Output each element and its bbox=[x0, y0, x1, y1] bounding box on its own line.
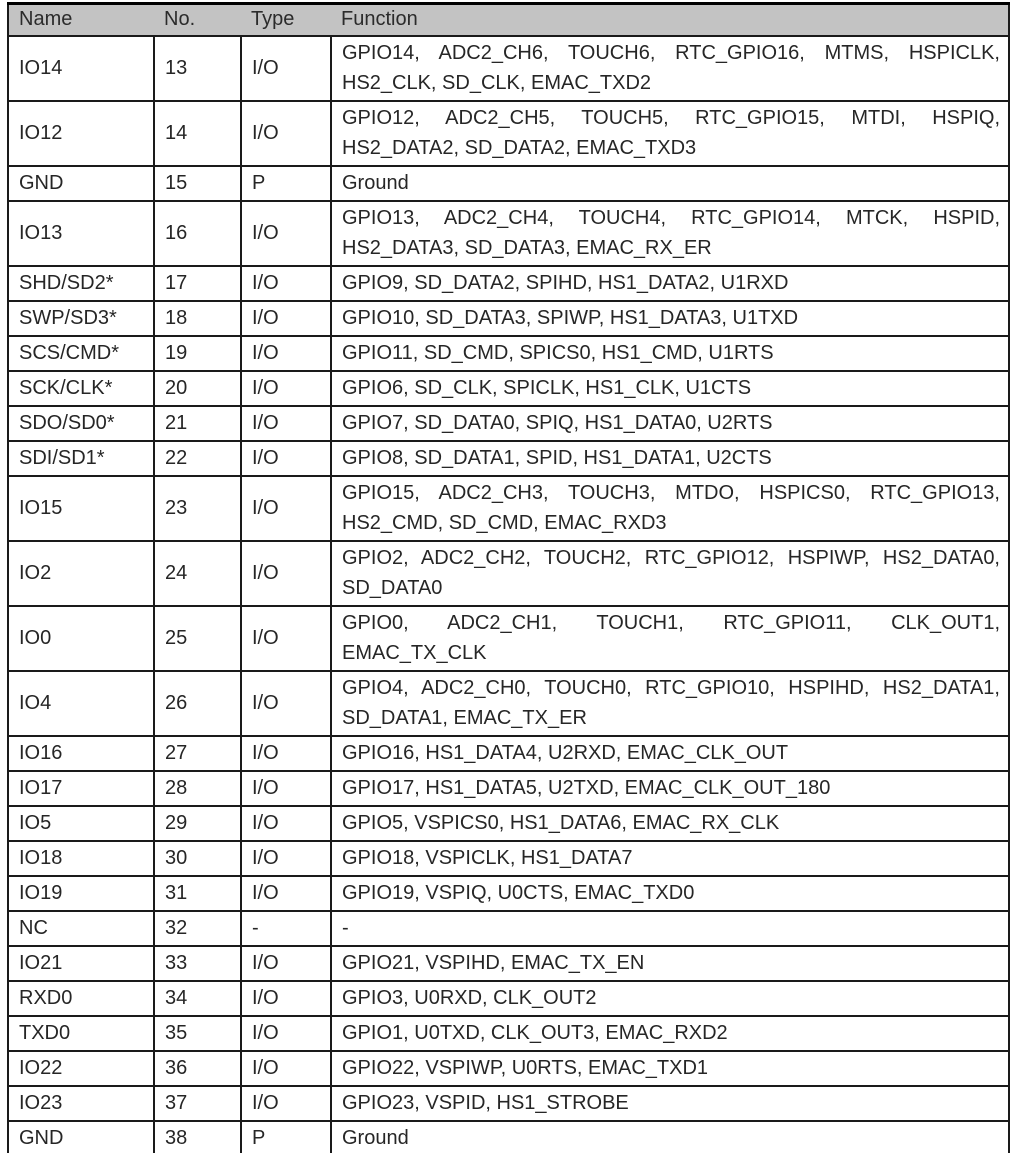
pin-type-cell: I/O bbox=[241, 771, 331, 806]
pin-number-cell: 29 bbox=[154, 806, 241, 841]
pin-function-cell: GPIO18, VSPICLK, HS1_DATA7 bbox=[331, 841, 1009, 876]
pin-name-cell: SWP/SD3* bbox=[8, 301, 154, 336]
pin-function-cell: GPIO19, VSPIQ, U0CTS, EMAC_TXD0 bbox=[331, 876, 1009, 911]
table-row bbox=[8, 981, 1009, 1016]
pin-function-cell: GPIO14, ADC2_CH6, TOUCH6, RTC_GPIO16, MTMS, HSPICLK, HS2_CLK, SD_CLK, EMAC_TXD2 bbox=[331, 36, 1009, 101]
pin-name-cell: IO0 bbox=[8, 606, 154, 671]
pin-name-cell: SDO/SD0* bbox=[8, 406, 154, 441]
pin-type-cell: I/O bbox=[241, 946, 331, 981]
pin-number-cell: 32 bbox=[154, 911, 241, 946]
pin-number-cell: 17 bbox=[154, 266, 241, 301]
pin-type-cell: I/O bbox=[241, 876, 331, 911]
pin-type-cell: I/O bbox=[241, 981, 331, 1016]
table-header-row bbox=[8, 4, 1009, 36]
pin-function-cell: GPIO8, SD_DATA1, SPID, HS1_DATA1, U2CTS bbox=[331, 441, 1009, 476]
pin-number-cell: 28 bbox=[154, 771, 241, 806]
table-row bbox=[8, 876, 1009, 911]
table-row bbox=[8, 301, 1009, 336]
pin-name-cell: IO2 bbox=[8, 541, 154, 606]
table-row bbox=[8, 1086, 1009, 1121]
pin-type-cell: I/O bbox=[241, 406, 331, 441]
table-row bbox=[8, 1051, 1009, 1086]
pin-function-cell: GPIO6, SD_CLK, SPICLK, HS1_CLK, U1CTS bbox=[331, 371, 1009, 406]
table-row bbox=[8, 406, 1009, 441]
pin-type-cell: P bbox=[241, 1121, 331, 1153]
pin-type-cell: I/O bbox=[241, 541, 331, 606]
pin-function-cell: GPIO5, VSPICS0, HS1_DATA6, EMAC_RX_CLK bbox=[331, 806, 1009, 841]
pin-name-cell: IO23 bbox=[8, 1086, 154, 1121]
pin-function-table bbox=[7, 2, 1010, 1153]
pin-type-cell: P bbox=[241, 166, 331, 201]
pin-function-cell: GPIO0, ADC2_CH1, TOUCH1, RTC_GPIO11, CLK_OUT1, EMAC_TX_CLK bbox=[331, 606, 1009, 671]
table-row bbox=[8, 671, 1009, 736]
pin-type-cell: I/O bbox=[241, 201, 331, 266]
pin-function-cell: Ground bbox=[331, 166, 1009, 201]
pin-number-cell: 23 bbox=[154, 476, 241, 541]
pin-type-cell: I/O bbox=[241, 671, 331, 736]
pin-function-cell: GPIO23, VSPID, HS1_STROBE bbox=[331, 1086, 1009, 1121]
pin-name-cell: RXD0 bbox=[8, 981, 154, 1016]
pin-type-cell: I/O bbox=[241, 36, 331, 101]
pin-number-cell: 22 bbox=[154, 441, 241, 476]
pin-type-cell: I/O bbox=[241, 1016, 331, 1051]
pin-function-cell: GPIO21, VSPIHD, EMAC_TX_EN bbox=[331, 946, 1009, 981]
pin-type-cell: I/O bbox=[241, 841, 331, 876]
pin-number-cell: 36 bbox=[154, 1051, 241, 1086]
pin-number-cell: 38 bbox=[154, 1121, 241, 1153]
pin-number-cell: 16 bbox=[154, 201, 241, 266]
pin-type-cell: I/O bbox=[241, 806, 331, 841]
pin-type-cell: I/O bbox=[241, 736, 331, 771]
pin-number-cell: 37 bbox=[154, 1086, 241, 1121]
pin-number-cell: 19 bbox=[154, 336, 241, 371]
table-row bbox=[8, 911, 1009, 946]
pin-number-cell: 34 bbox=[154, 981, 241, 1016]
pin-name-cell: IO16 bbox=[8, 736, 154, 771]
pin-type-cell: I/O bbox=[241, 371, 331, 406]
pin-name-cell: IO21 bbox=[8, 946, 154, 981]
pin-number-cell: 18 bbox=[154, 301, 241, 336]
pin-number-cell: 21 bbox=[154, 406, 241, 441]
pin-type-cell: I/O bbox=[241, 301, 331, 336]
pin-name-cell: SHD/SD2* bbox=[8, 266, 154, 301]
pin-name-cell: SCK/CLK* bbox=[8, 371, 154, 406]
column-header-function: Function bbox=[331, 4, 1009, 36]
pin-number-cell: 20 bbox=[154, 371, 241, 406]
pin-function-cell: GPIO13, ADC2_CH4, TOUCH4, RTC_GPIO14, MTCK, HSPID, HS2_DATA3, SD_DATA3, EMAC_RX_ER bbox=[331, 201, 1009, 266]
table-row bbox=[8, 806, 1009, 841]
pin-number-cell: 25 bbox=[154, 606, 241, 671]
pin-number-cell: 26 bbox=[154, 671, 241, 736]
table-row bbox=[8, 1121, 1009, 1153]
table-row bbox=[8, 476, 1009, 541]
pin-number-cell: 13 bbox=[154, 36, 241, 101]
pin-type-cell: I/O bbox=[241, 1051, 331, 1086]
pin-name-cell: IO22 bbox=[8, 1051, 154, 1086]
pin-function-cell: GPIO22, VSPIWP, U0RTS, EMAC_TXD1 bbox=[331, 1051, 1009, 1086]
pin-name-cell: SCS/CMD* bbox=[8, 336, 154, 371]
pin-number-cell: 15 bbox=[154, 166, 241, 201]
pin-function-cell: GPIO3, U0RXD, CLK_OUT2 bbox=[331, 981, 1009, 1016]
pin-function-cell: GPIO15, ADC2_CH3, TOUCH3, MTDO, HSPICS0, RTC_GPIO13, HS2_CMD, SD_CMD, EMAC_RXD3 bbox=[331, 476, 1009, 541]
pin-number-cell: 33 bbox=[154, 946, 241, 981]
pin-type-cell: I/O bbox=[241, 101, 331, 166]
pin-name-cell: SDI/SD1* bbox=[8, 441, 154, 476]
table-row bbox=[8, 266, 1009, 301]
pin-name-cell: IO19 bbox=[8, 876, 154, 911]
pin-name-cell: TXD0 bbox=[8, 1016, 154, 1051]
table-row bbox=[8, 771, 1009, 806]
pin-type-cell: I/O bbox=[241, 336, 331, 371]
pin-function-cell: GPIO11, SD_CMD, SPICS0, HS1_CMD, U1RTS bbox=[331, 336, 1009, 371]
pin-number-cell: 24 bbox=[154, 541, 241, 606]
pin-name-cell: IO12 bbox=[8, 101, 154, 166]
pin-name-cell: IO17 bbox=[8, 771, 154, 806]
pin-name-cell: IO14 bbox=[8, 36, 154, 101]
table-row bbox=[8, 841, 1009, 876]
pin-name-cell: GND bbox=[8, 166, 154, 201]
pin-function-cell: GPIO17, HS1_DATA5, U2TXD, EMAC_CLK_OUT_180 bbox=[331, 771, 1009, 806]
column-header-name: Name bbox=[8, 4, 154, 36]
table-row bbox=[8, 736, 1009, 771]
pin-function-cell: GPIO12, ADC2_CH5, TOUCH5, RTC_GPIO15, MTDI, HSPIQ, HS2_DATA2, SD_DATA2, EMAC_TXD3 bbox=[331, 101, 1009, 166]
pin-function-cell: GPIO1, U0TXD, CLK_OUT3, EMAC_RXD2 bbox=[331, 1016, 1009, 1051]
pin-function-cell: GPIO2, ADC2_CH2, TOUCH2, RTC_GPIO12, HSPIWP, HS2_DATA0, SD_DATA0 bbox=[331, 541, 1009, 606]
pin-type-cell: I/O bbox=[241, 606, 331, 671]
table-row bbox=[8, 36, 1009, 101]
pin-function-cell: GPIO4, ADC2_CH0, TOUCH0, RTC_GPIO10, HSPIHD, HS2_DATA1, SD_DATA1, EMAC_TX_ER bbox=[331, 671, 1009, 736]
pin-function-cell: GPIO9, SD_DATA2, SPIHD, HS1_DATA2, U1RXD bbox=[331, 266, 1009, 301]
pin-function-cell: GPIO10, SD_DATA3, SPIWP, HS1_DATA3, U1TXD bbox=[331, 301, 1009, 336]
pin-number-cell: 30 bbox=[154, 841, 241, 876]
pin-type-cell: - bbox=[241, 911, 331, 946]
pin-function-cell: Ground bbox=[331, 1121, 1009, 1153]
table-row bbox=[8, 541, 1009, 606]
pin-name-cell: NC bbox=[8, 911, 154, 946]
pin-name-cell: IO18 bbox=[8, 841, 154, 876]
pin-function-cell: GPIO16, HS1_DATA4, U2RXD, EMAC_CLK_OUT bbox=[331, 736, 1009, 771]
pin-name-cell: GND bbox=[8, 1121, 154, 1153]
pin-table-body bbox=[8, 36, 1009, 1153]
pin-number-cell: 27 bbox=[154, 736, 241, 771]
pin-name-cell: IO15 bbox=[8, 476, 154, 541]
pin-function-cell: - bbox=[331, 911, 1009, 946]
pin-name-cell: IO5 bbox=[8, 806, 154, 841]
table-row bbox=[8, 441, 1009, 476]
table-row bbox=[8, 336, 1009, 371]
column-header-type: Type bbox=[241, 4, 331, 36]
pin-number-cell: 14 bbox=[154, 101, 241, 166]
table-row bbox=[8, 101, 1009, 166]
pin-type-cell: I/O bbox=[241, 1086, 331, 1121]
pin-function-cell: GPIO7, SD_DATA0, SPIQ, HS1_DATA0, U2RTS bbox=[331, 406, 1009, 441]
table-row bbox=[8, 166, 1009, 201]
pin-type-cell: I/O bbox=[241, 441, 331, 476]
table-row bbox=[8, 1016, 1009, 1051]
pin-number-cell: 31 bbox=[154, 876, 241, 911]
column-header-no: No. bbox=[154, 4, 241, 36]
table-row bbox=[8, 371, 1009, 406]
table-row bbox=[8, 201, 1009, 266]
table-row bbox=[8, 946, 1009, 981]
pin-number-cell: 35 bbox=[154, 1016, 241, 1051]
pin-name-cell: IO13 bbox=[8, 201, 154, 266]
table-row bbox=[8, 606, 1009, 671]
pin-type-cell: I/O bbox=[241, 476, 331, 541]
pin-name-cell: IO4 bbox=[8, 671, 154, 736]
pin-type-cell: I/O bbox=[241, 266, 331, 301]
